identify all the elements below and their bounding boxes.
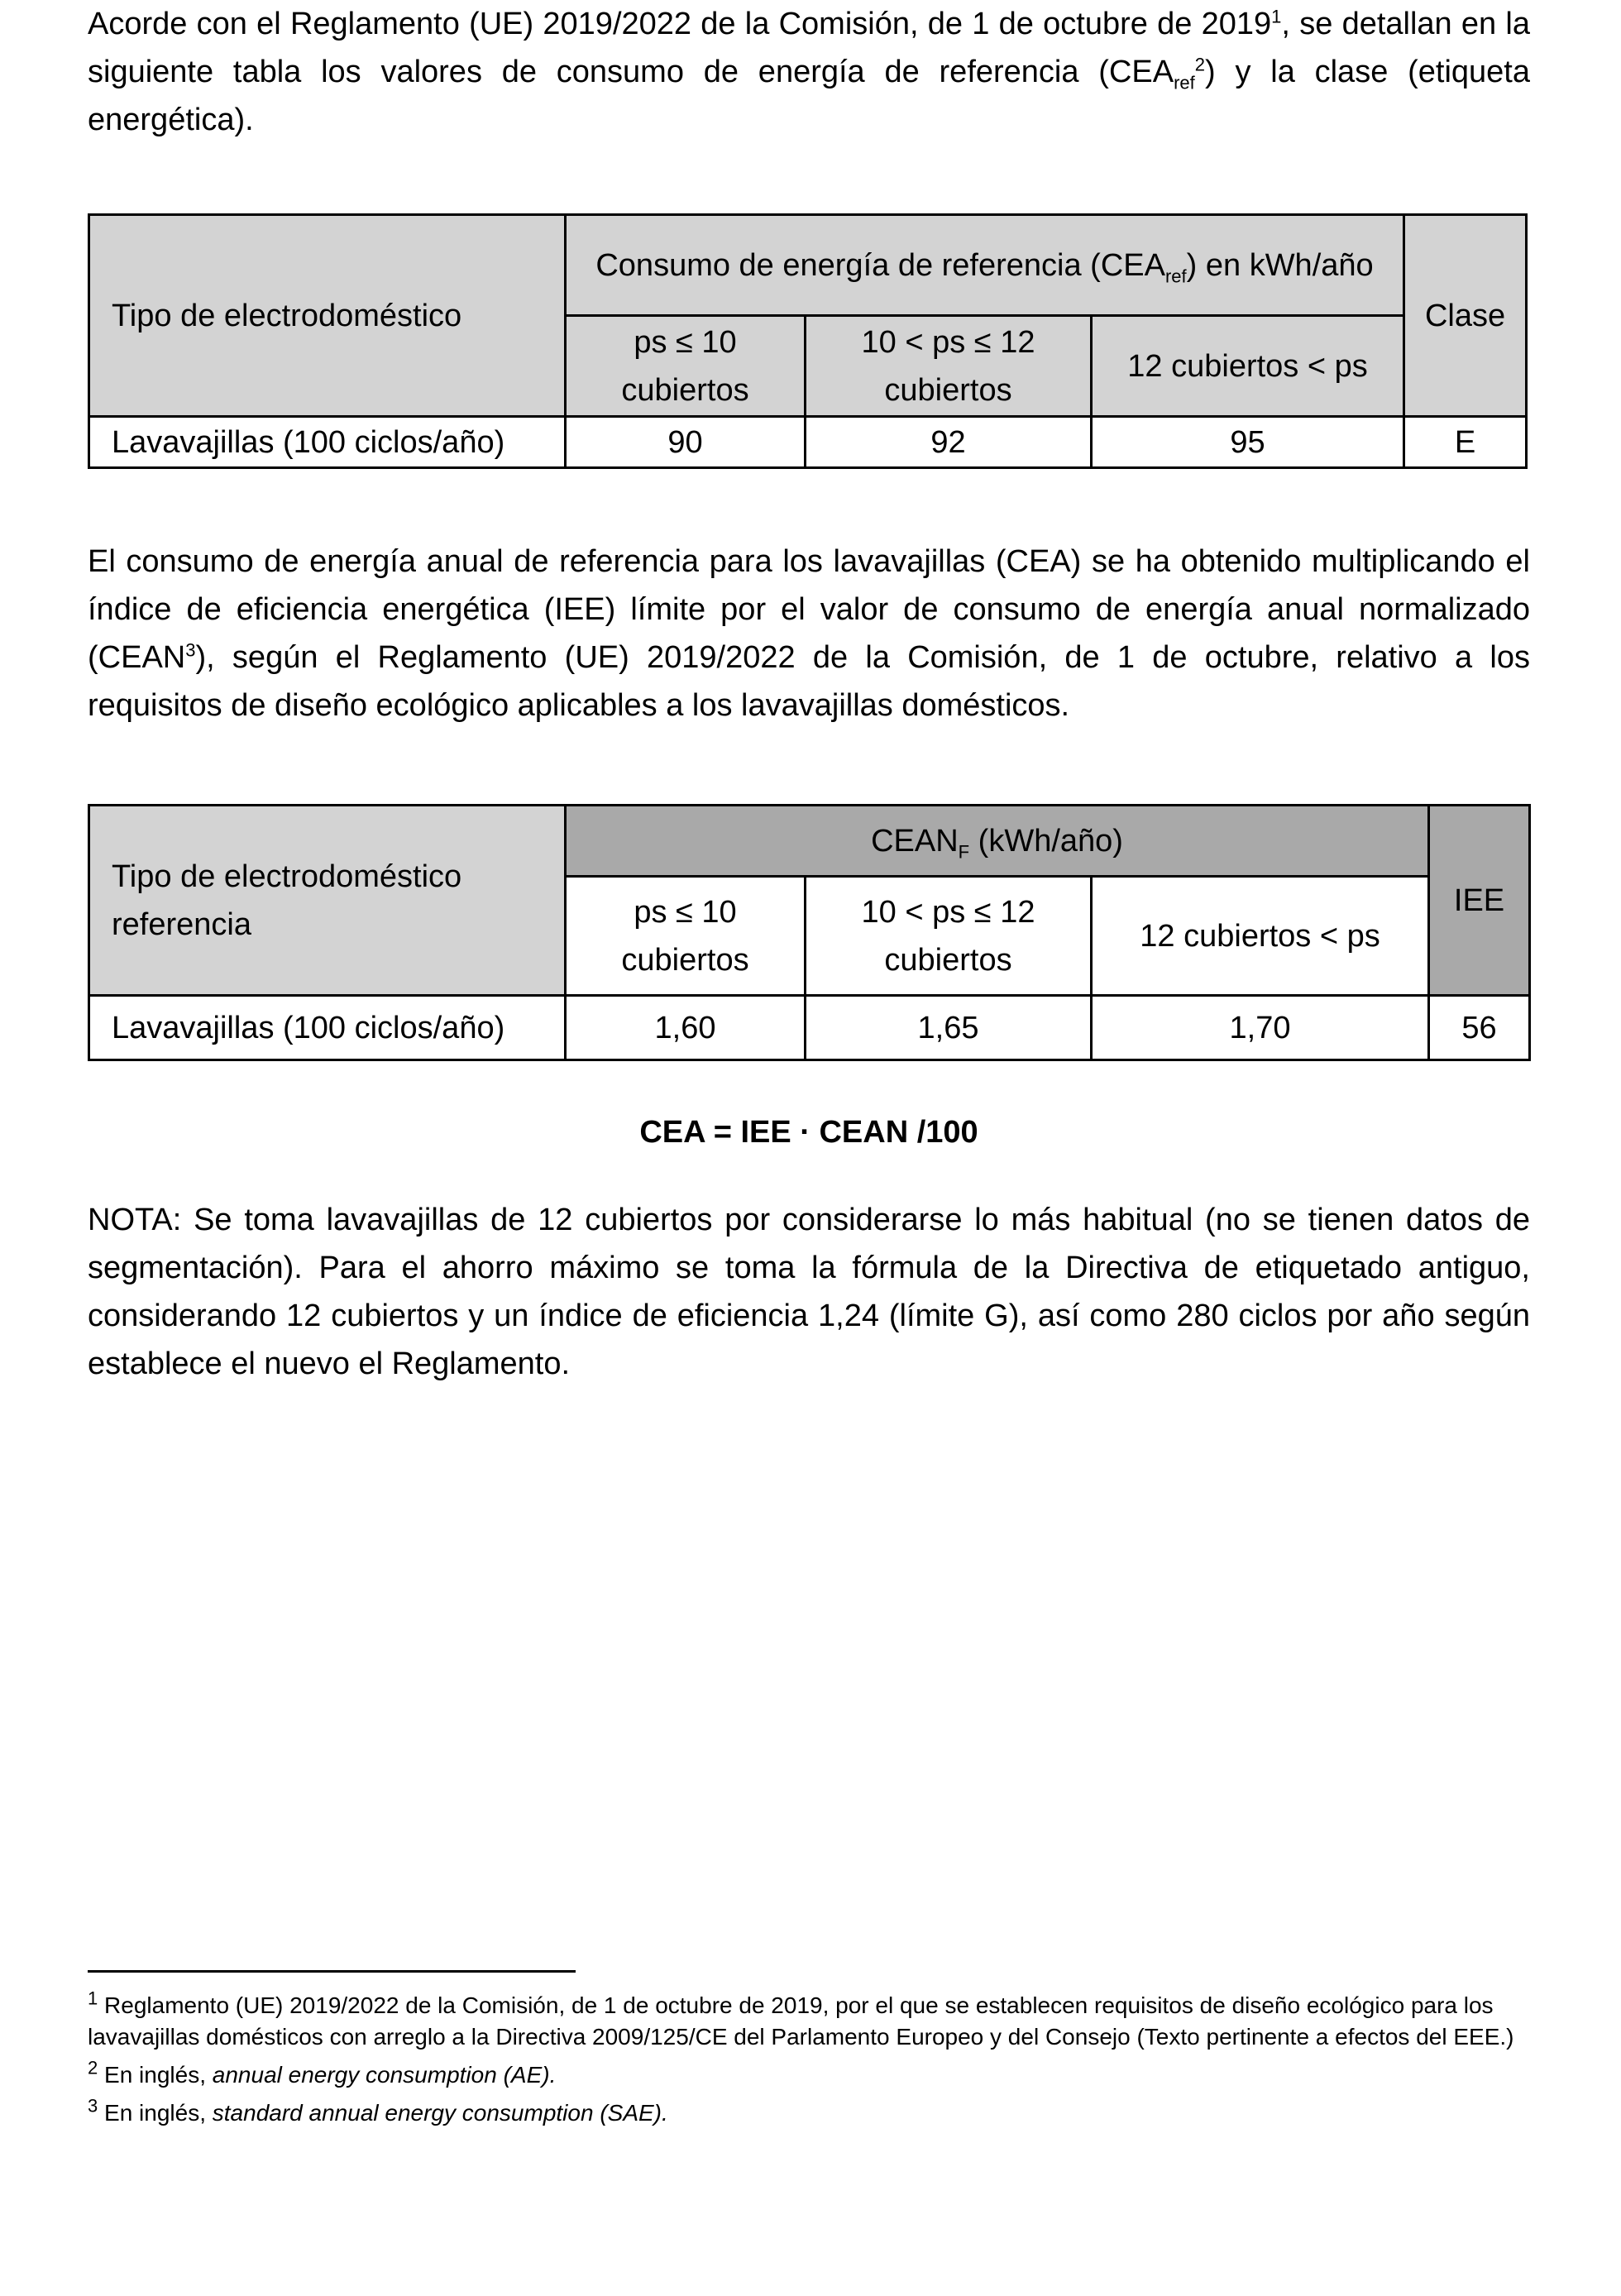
row-label: Lavavajillas (100 ciclos/año) xyxy=(89,417,566,468)
header-subcol: 10 < ps ≤ 12 cubiertos xyxy=(806,316,1092,417)
footnote-2: $^2$ En inglés, annual energy consumption (AE). xyxy=(88,2057,557,2088)
footnote-1: $^1$ Reglamento (UE) 2019/2022 de la Comisión, de 1 de octubre de 2019, por el que se establecen requisitos de diseño ecológico para los lavavajillas domésticos con arreglo a la Directiva 2009/125/CE del Parlamento Europeo y del Consejo (Texto pertinente a efectos del EEE.) xyxy=(88,1987,1514,2050)
intro-paragraph: Acorde con el Reglamento (UE) 2019/2022 de la Comisión, de 1 de octubre de 2019$^1$, se detallan en la siguiente tabla los valores de consumo de energía de referencia $(CEA_{ref}^2)$ y la clase (etiqueta energética). xyxy=(88,6,1530,137)
consumption-paragraph: El consumo de energía anual de referencia para los lavavajillas (CEA) se ha obtenido multiplicando el índice de eficiencia energética (IEE) límite por el valor de consumo de energía anual normalizado (CEAN$^3$), según el Reglamento (UE) 2019/2022 de la Comisión, de 1 de octubre, relativo a los requisitos de diseño ecológico aplicables a los lavavajillas domésticos. xyxy=(88,544,1530,723)
header-subcol: 12 cubiertos < ps xyxy=(1092,877,1429,996)
header-appliance-type: Tipo de electrodoméstico referencia xyxy=(89,806,566,996)
footnote-ref-3[interactable]: 3 xyxy=(185,639,196,661)
header-subcol: 10 < ps ≤ 12 cubiertos xyxy=(806,877,1092,996)
footnote-3: $^3$ En inglés, standard annual energy consumption (SAE). xyxy=(88,2095,668,2126)
header-iee: IEE xyxy=(1429,806,1530,996)
table-cell: 1,65 xyxy=(806,996,1092,1060)
footnotes xyxy=(88,1987,1530,2136)
table-cell: 1,60 xyxy=(566,996,806,1060)
footnote-ref-1[interactable]: 1 xyxy=(1271,6,1282,27)
formula: CEA = IEE · CEAN /100 xyxy=(639,1115,978,1150)
table-cell: 92 xyxy=(806,417,1092,468)
table-cell: 95 xyxy=(1092,417,1404,468)
row-label: Lavavajillas (100 ciclos/año) xyxy=(89,996,566,1060)
header-subcol: 12 cubiertos < ps xyxy=(1092,316,1404,417)
reference-consumption-table xyxy=(88,213,1528,469)
header-subcol: ps ≤ 10 cubiertos xyxy=(566,316,806,417)
note-paragraph: NOTA: Se toma lavavajillas de 12 cubiertos por considerarse lo más habitual (no se tienen datos de segmentación). Para el ahorro máximo se toma la fórmula de la Directiva de etiquetado antiguo, considerando 12 cubiertos y un índice de eficiencia 1,24 (límite G), así como 280 ciclos por año según establece el nuevo el Reglamento. xyxy=(88,1203,1530,1381)
table-cell: 1,70 xyxy=(1092,996,1429,1060)
table-row xyxy=(89,417,1527,468)
table-row xyxy=(89,996,1530,1060)
footnote-separator xyxy=(88,1970,576,1973)
table-cell: E xyxy=(1404,417,1527,468)
table-cell: 56 xyxy=(1429,996,1530,1060)
header-appliance-type: Tipo de electrodoméstico xyxy=(89,215,566,417)
header-cean: $CEAN_F$ (kWh/año) xyxy=(566,806,1429,877)
table-cell: 90 xyxy=(566,417,806,468)
header-reference-consumption: Consumo de energía de referencia $(CEA_{ref})$ en kWh/año xyxy=(566,215,1404,316)
header-subcol: ps ≤ 10 cubiertos xyxy=(566,877,806,996)
header-class: Clase xyxy=(1404,215,1527,417)
cean-table xyxy=(88,804,1531,1061)
footnote-ref-2[interactable]: 2 xyxy=(1194,54,1206,75)
